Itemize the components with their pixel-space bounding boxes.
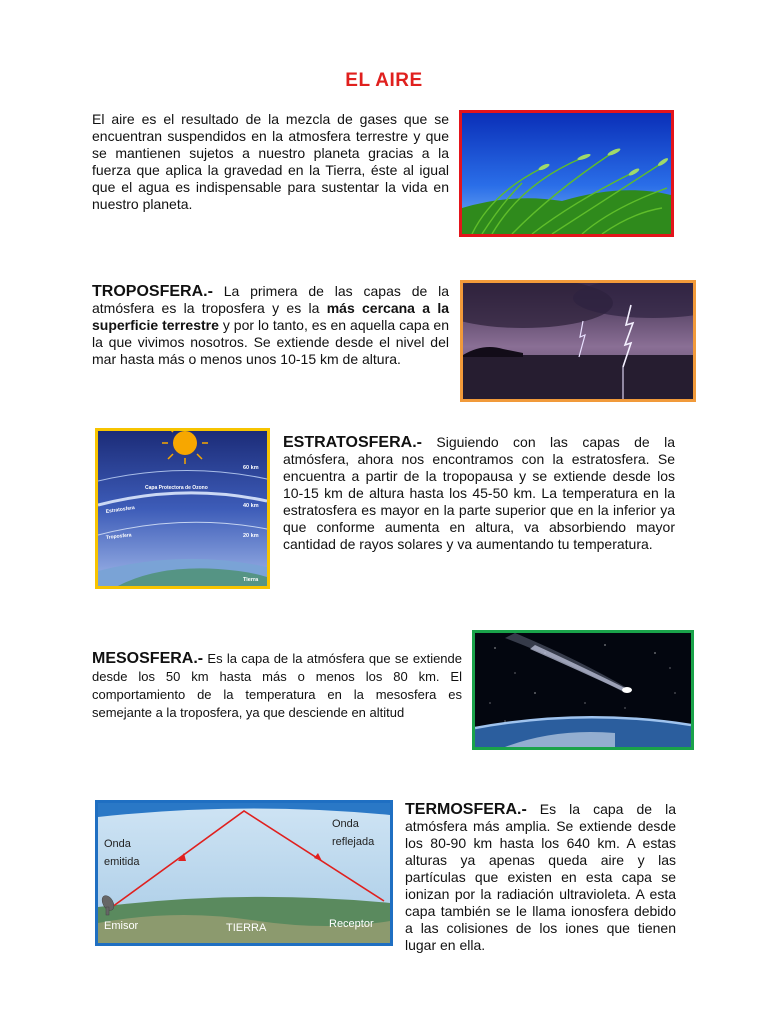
page-title: EL AIRE (345, 70, 423, 91)
label-emitter: Emisor (104, 920, 139, 932)
intro-text: El aire es el resultado de la mezcla de gases que se encuentran suspendidos en la atmosfera terrestre y que se mantienen sujetos a nuestro planeta gracias a la fuerza que aplica la gravedad en la Tierra, éste al igual que el agua es indispensable para sustentar la vida en nuestro planeta. (92, 111, 449, 212)
mesosfera-text: Es la capa de la atmósfera que se extiende desde los 50 km hasta más o menos los 80 km. El comportamiento de la temperatura en la mesosfera es semejante a la troposfera, ya que desciende en altitud (92, 651, 462, 720)
grass-sky-photo (459, 110, 674, 237)
label-troposphere: Troposfera (105, 532, 132, 541)
troposfera-bold-text: más cercana a la superficie terrestre (92, 300, 449, 333)
mesosfera-heading: MESOSFERA.- (92, 650, 204, 667)
atmosphere-layers-diagram (95, 428, 270, 589)
troposfera-text-2: y por lo tanto, es en aquella capa en la que vivimos nosotros. Se extiende desde el nivel del mar hasta más o menos unos 10-15 km de altura. (92, 317, 450, 367)
label-earth: TIERRA (226, 922, 267, 934)
label-20-km: 20 km (243, 533, 259, 539)
mesosfera-paragraph (92, 650, 462, 722)
termosfera-heading: TERMOSFERA.- (405, 801, 527, 818)
label-wave-reflected-1: Onda (332, 818, 359, 830)
troposfera-text-1: La primera de las capas de la atmósfera es la troposfera y es la (92, 283, 449, 316)
label-60-km: 60 km (243, 465, 259, 471)
label-stratosphere: Estratosfera (105, 504, 136, 515)
termosfera-paragraph (405, 801, 676, 954)
label-receiver: Receptor (329, 918, 374, 930)
label-ozone-layer: Capa Protectora de Ozono (145, 485, 208, 491)
label-wave-reflected-2: reflejada (332, 836, 375, 848)
label-earth: Tierra (243, 577, 259, 583)
troposfera-heading: TROPOSFERA.- (92, 283, 213, 300)
estratosfera-paragraph (283, 434, 675, 553)
intro-paragraph (92, 111, 449, 213)
termosfera-text: Es la capa de la atmósfera más amplia. Se extiende desde los 80-90 km hasta los 640 km. A estas alturas ya apenas queda aire y las partículas que existen en esta capa se ionizan por la radiación ultravioleta. A esta capa también se le llama ionosfera debido a las colisiones de los iones que tienen lugar en ella. (405, 801, 676, 953)
troposfera-paragraph (92, 283, 449, 368)
label-wave-emitted-1: Onda (104, 838, 131, 850)
label-wave-emitted-2: emitida (104, 856, 140, 868)
estratosfera-text: Siguiendo con las capas de la atmósfera, ahora nos encontramos con la estratosfera. Se encuentra a partir de la tropopausa y se extiende desde los 10-15 km de altura hasta los 45-50 km. La temperatura en la estratosfera es mayor en la parte superior que en la inferior ya que conforme aumenta en altura, va absorbiendo mayor cantidad de rayos solares y va aumentando tu temperatura. (283, 434, 675, 552)
lightning-storm-photo (460, 280, 696, 402)
comet-earth-photo (472, 630, 694, 750)
estratosfera-heading: ESTRATOSFERA.- (283, 434, 422, 451)
label-40-km: 40 km (243, 503, 259, 509)
radio-wave-diagram (95, 800, 393, 946)
